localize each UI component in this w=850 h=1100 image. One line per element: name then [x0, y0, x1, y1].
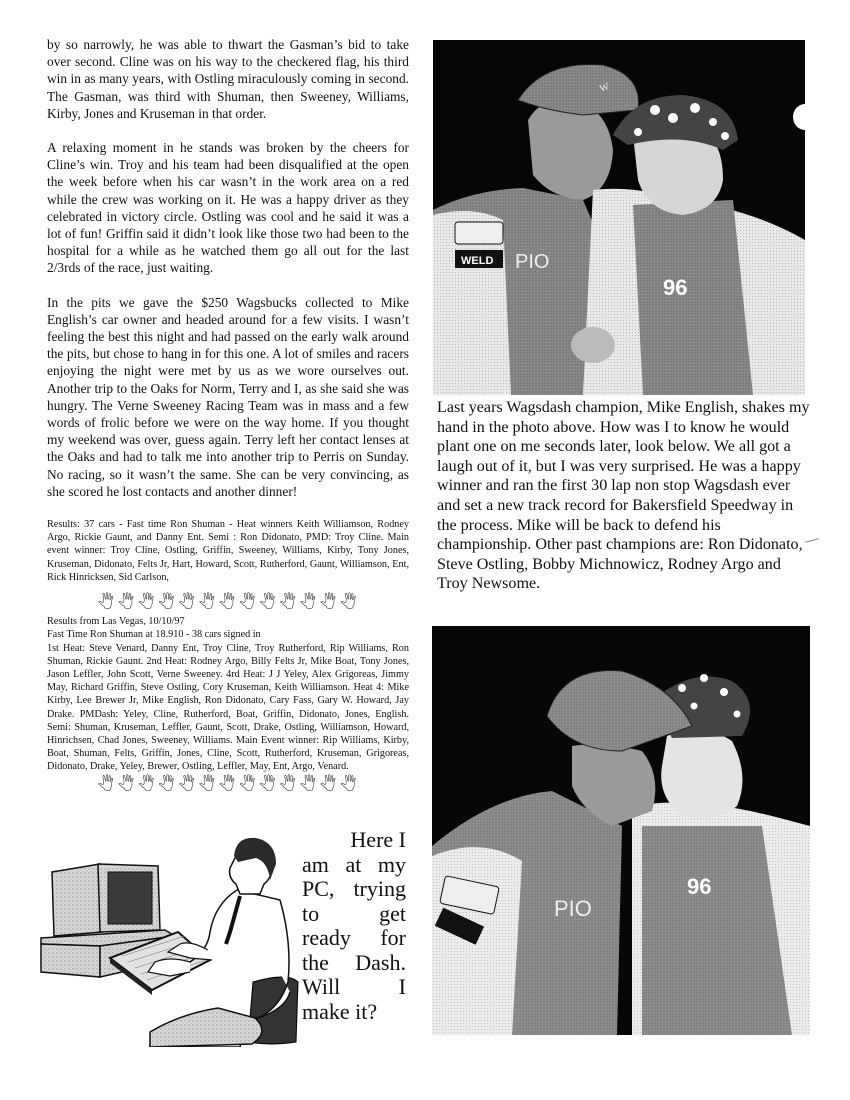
pc-caption-line: make it? — [302, 998, 378, 1024]
waving-hand-icon: 🖑 — [340, 595, 359, 612]
waving-hand-icon: 🖑 — [279, 595, 298, 612]
waving-hand-icon: 🖑 — [198, 776, 217, 793]
waving-hand-icon: 🖑 — [319, 776, 339, 793]
vegas-results-body: 1st Heat: Steve Venard, Danny Ent, Troy Cline, Troy Rutherford, Rip Williams, Ron Shuman, Rickie Gaunt. 2nd Heat: Rodney Argo, Billy Felts Jr, Mike Boat, Tony Jones, Jason Leffler, John Scott, Verne Sweeney. 4rd Heat: J J Yeley, Alex Grigoreas, Jimmy May, Richard Griffin, Steve Ostling, Cory Kruseman, Keith Williamson. Heat 4: Mike Kirby, Lee Brewer Jr, Mike English, Ron Didonato, Cary Fass, Gary W. Howard, Jay Drake. PMDash: Yeley, Cline, Rutherford, Boat, Griffin, Didonato, Jones, English. Semi: Shuman, Kruseman, Leffler, Gaunt, Scott, Drake, Ostling, Williamson, Howard, Hinrichsen, Chad Jones, Sweeney, Williams. Main Event winner: Rip Williams, Kirby, Boat, Shuman, Felts, Griffin, Jones, Cline, Scott, Rutherford, Kruseman, Grigoreas, Didonato, Drake, Yeley, Brewer, Ostling, Leffler, May, Ent, Argo, Venard. — [47, 642, 409, 773]
waving-hand-icon: 🖑 — [259, 776, 278, 793]
waving-hand-icon: 🖑 — [259, 595, 278, 612]
waving-hand-icon: 🖑 — [218, 776, 238, 793]
waving-hand-icon: 🖑 — [117, 595, 137, 612]
waving-hand-icon: 🖑 — [158, 595, 177, 612]
pc-caption-line: am at my — [302, 851, 406, 877]
pc-caption-line: ready for — [302, 925, 406, 950]
jacket-number: 96 — [663, 275, 688, 300]
pc-caption-line: Will I — [302, 974, 406, 999]
waving-hand-icon: 🖑 — [178, 776, 197, 793]
waving-hand-icon: 🖑 — [97, 595, 116, 612]
pc-caption-line: PC, trying — [302, 876, 406, 901]
waving-hand-icon: 🖑 — [239, 595, 258, 612]
waving-hand-icon: 🖑 — [319, 595, 339, 612]
article-paragraph: In the pits we gave the $250 Wagsbucks collected to Mike English’s car owner and headed around for a few visits. I wasn’t feeling the best this night and had passed on the early walk around the pits, but chose to hang in for this one. A lot of smiles and racers enjoying the night were met by us as we wore ourselves out. Another trip to the Oaks for Norm, Terry and I, as she said she was hungry. The Verne Sweeney Racing Team was in mass and a few words of frolic before we were on the way home. If you thought my weekend was over, guess again. Terry left her contact lenses at the Oaks and had to talk me into another trip to Perris on Sunday. No racing, so it wasn’t the same. She can be very convincing, as she scored he lost contacts and another dinner! — [47, 294, 409, 499]
waving-hand-icon: 🖑 — [158, 776, 177, 793]
waving-hand-icon: 🖑 — [117, 776, 137, 793]
waving-hand-icon: 🖑 — [239, 776, 258, 793]
waving-hand-icon: 🖑 — [299, 776, 318, 793]
waving-hand-icon: 🖑 — [97, 776, 116, 793]
results-perris: Results: 37 cars - Fast time Ron Shuman - Heat winners Keith Williamson, Rodney Argo, Rickie Gaunt, and Danny Ent. Semi : Ron Didonato, PMD: Troy Cline. Main event winner: Troy Cline, Ostling, Griffin, Sweeney, Williams, Kirby, Tony Jones, Kruseman, Didonato, Felts Jr, Hart, Howard, Scott, Rutherford, Gaunt, Williamson, Ent, Rick Hinricksen, Sid Carlson, — [47, 519, 409, 583]
pc-caption — [302, 828, 406, 1024]
waving-hand-icon: 🖑 — [138, 776, 157, 793]
pc-caption-line: Here I — [350, 827, 406, 852]
waving-hand-icon: 🖑 — [218, 595, 238, 612]
article-paragraph: by so narrowly, he was able to thwart the Gasman’s bid to take over second. Cline was on his way to the checkered flag, his third win in as many years, with Ostling miraculously coming in second. The Gasman, was third with Shuman, then Sweeney, Williams, Kirby, Jones and Kruseman in that order. — [47, 37, 409, 121]
waving-hand-icon: 🖑 — [138, 595, 157, 612]
sponsor-text: PIO — [515, 251, 550, 273]
pc-caption-line: the Dash. — [302, 949, 406, 975]
jacket-number: 96 — [687, 874, 712, 899]
article-paragraph: A relaxing moment in he stands was broken by the cheers for Cline’s win. Troy and his team had been disqualified at the open the week before when his car wasn’t in the work area on a red while the crew was working on it. He was a happy driver as they celebrated in victory circle. Ostling was cool and he said it was a lot of fun! Griffin said it didn’t look like those two had been to the hospital for a while as he watched them go all out for the last 2/3rds of the race, just waiting. — [47, 140, 409, 276]
monitor-icon — [52, 864, 160, 942]
waving-hand-icon: 🖑 — [178, 595, 197, 612]
waving-hand-icon: 🖑 — [299, 595, 318, 612]
photo-caption: Last years Wagsdash champion, Mike English, shakes my hand in the photo above. How was I to know he would plant one on me seconds later, look below. We all got a laugh out of it, but I was very surprised. He was a happy winner and ran the first 30 lap non stop Wagsdash ever and set a new track record for Bakersfield Speedway in the process. Mike will be back to defend his championship. Other past champions are: Ron Didonato, Steve Ostling, Bobby Michnowicz, Rodney Argo and Troy Newsome. — [437, 399, 810, 593]
pc-caption-line: to get — [302, 900, 406, 926]
hand-divider — [47, 594, 409, 612]
waving-hand-icon: 🖑 — [340, 776, 359, 793]
svg-text:W: W — [598, 81, 611, 95]
photo-handshake — [433, 40, 805, 395]
photo-kiss — [432, 626, 810, 1035]
patch-text: WELD — [461, 255, 494, 267]
hand-divider — [47, 776, 409, 794]
waving-hand-icon: 🖑 — [279, 776, 298, 793]
vegas-results-title: Results from Las Vegas, 10/10/97 — [47, 616, 185, 628]
man-at-computer-clipart — [40, 832, 300, 1047]
vegas-fast-time: Fast Time Ron Shuman at 18.910 - 38 cars signed in — [47, 629, 261, 641]
left-column — [47, 36, 409, 797]
waving-hand-icon: 🖑 — [198, 595, 217, 612]
sponsor-text: PIO — [554, 896, 592, 921]
